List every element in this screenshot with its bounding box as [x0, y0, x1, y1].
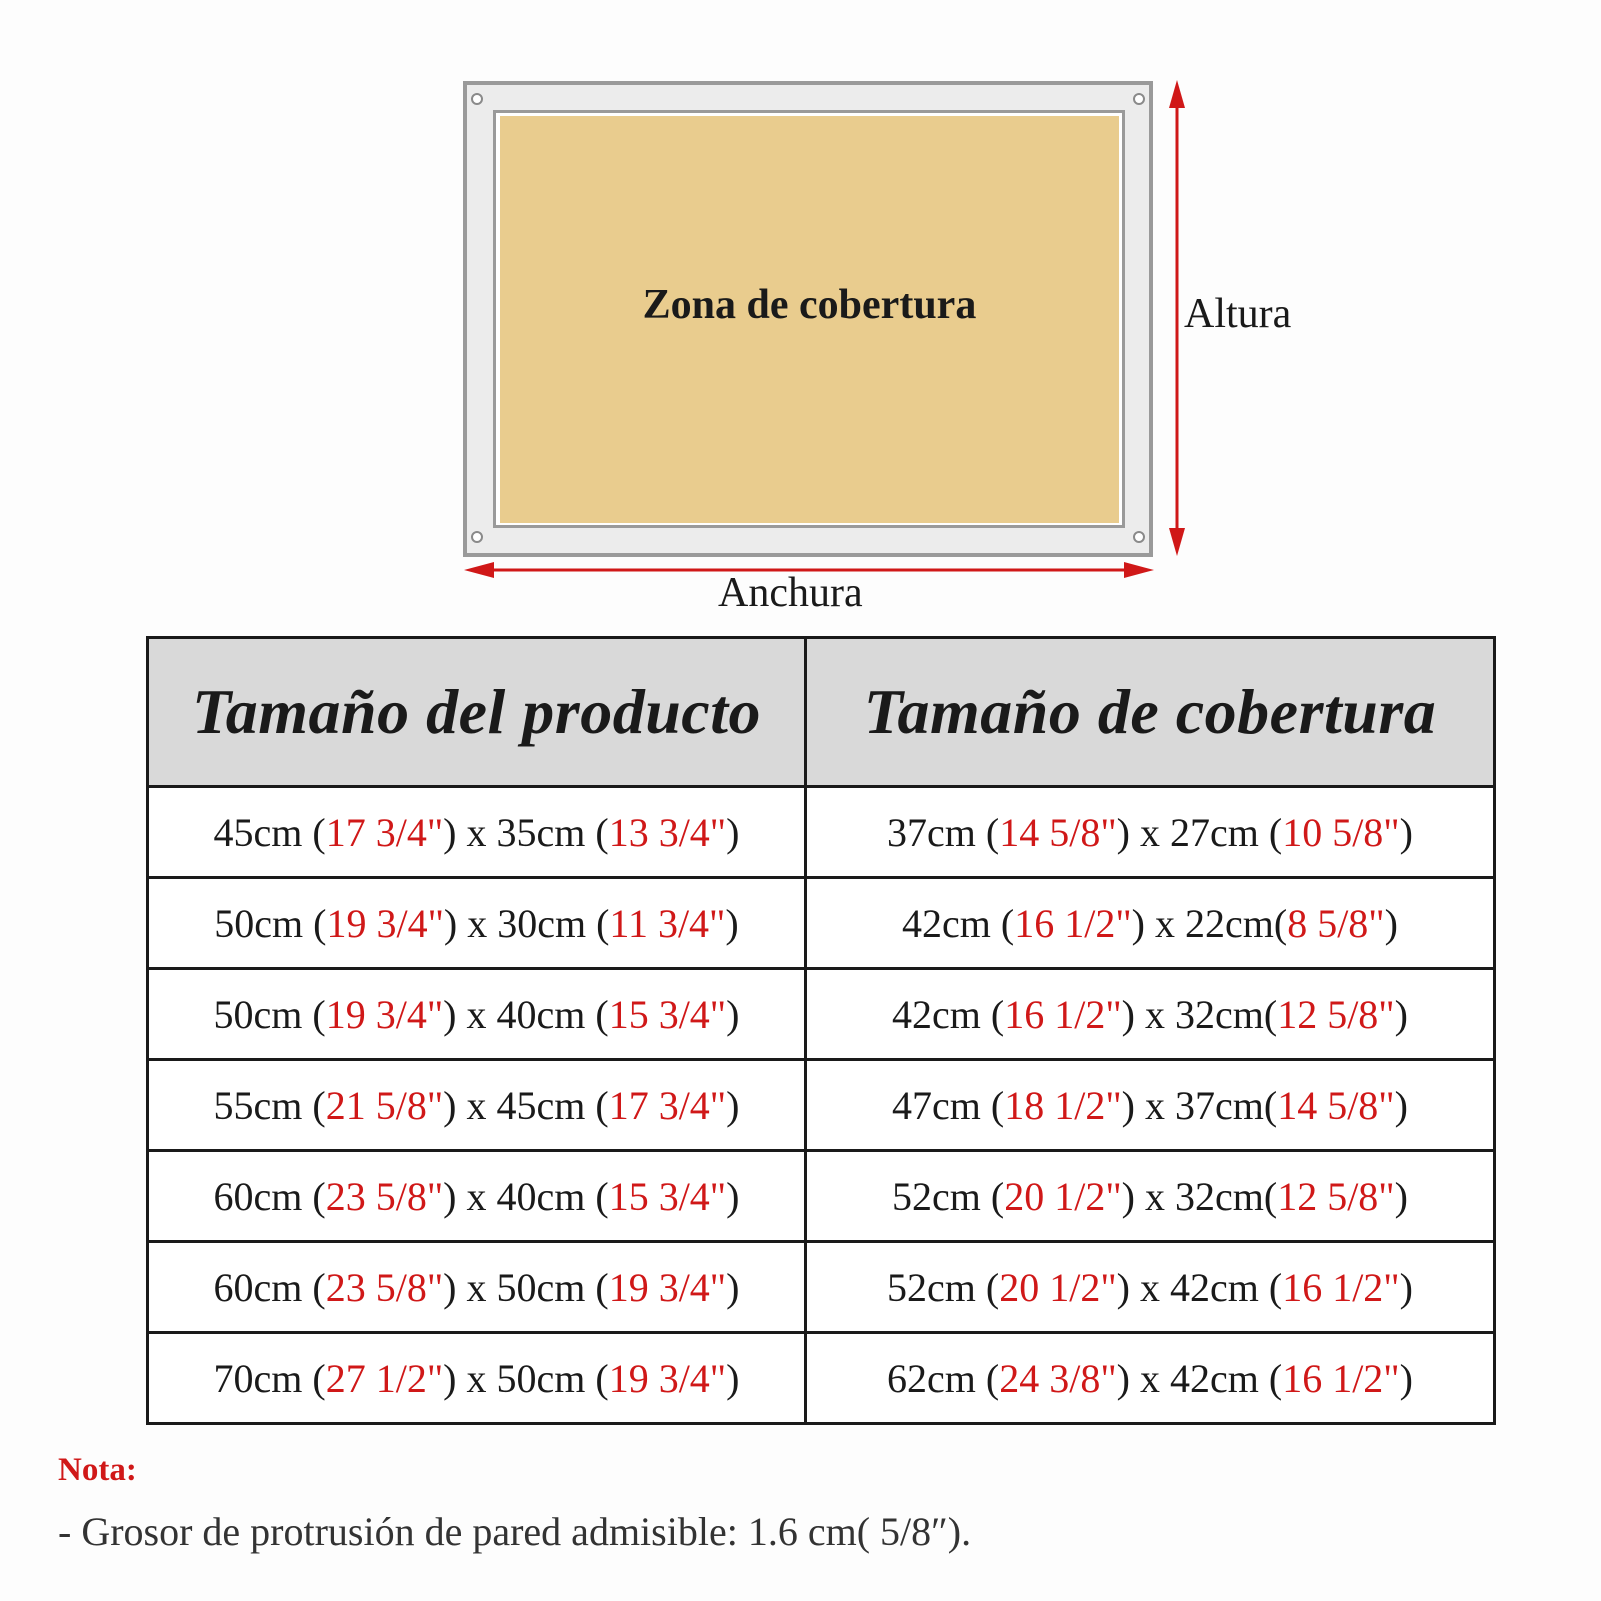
product-size-cell [148, 1242, 806, 1333]
coverage-size-cell [806, 1060, 1495, 1151]
inch-value: 15 3/4" [608, 991, 727, 1037]
cm-value: 50cm ( [213, 991, 326, 1037]
cm-value: ) [1394, 1082, 1408, 1128]
coverage-zone-label: Zona de cobertura [642, 281, 977, 328]
inch-value: 16 1/2" [1004, 991, 1122, 1037]
cm-value: ) x 32cm( [1121, 1173, 1278, 1219]
cm-value: ) [1399, 1355, 1413, 1401]
product-size-cell [148, 878, 806, 969]
cm-value: ) x 42cm ( [1116, 1264, 1283, 1310]
coverage-size-cell [806, 1242, 1495, 1333]
cm-value: 52cm ( [892, 1173, 1005, 1219]
inch-value: 19 3/4" [608, 1355, 727, 1401]
note-text: - Grosor de protrusión de pared admisible: 1.6 cm( 5/8″). [58, 1509, 972, 1554]
inch-value: 19 3/4" [608, 1264, 727, 1310]
cm-value: ) x 45cm ( [443, 1082, 609, 1128]
inch-value: 19 3/4" [326, 900, 444, 946]
inch-value: 20 1/2" [999, 1264, 1117, 1310]
inch-value: 16 1/2" [1282, 1264, 1400, 1310]
cm-value: ) [726, 1173, 740, 1219]
table-row [148, 1060, 1495, 1151]
cm-value: 62cm ( [887, 1355, 1000, 1401]
cm-value: 42cm ( [902, 900, 1015, 946]
height-label: Altura [1184, 291, 1292, 337]
cm-value: ) [1394, 1173, 1408, 1219]
inch-value: 12 5/8" [1277, 1173, 1395, 1219]
cm-value: ) x 40cm ( [443, 1173, 609, 1219]
cm-value: 52cm ( [887, 1264, 1000, 1310]
coverage-size-cell [806, 969, 1495, 1060]
note-title: Nota: [58, 1452, 137, 1488]
cm-value: ) [726, 1264, 740, 1310]
cm-value: ) [726, 991, 740, 1037]
product-size-cell [148, 969, 806, 1060]
cm-value: ) x 50cm ( [443, 1355, 609, 1401]
cm-value: ) x 32cm( [1121, 991, 1278, 1037]
table-row [148, 1242, 1495, 1333]
inch-value: 14 5/8" [1277, 1082, 1395, 1128]
coverage-diagram [0, 0, 1601, 620]
cm-value: ) x 50cm ( [443, 1264, 609, 1310]
cm-value: ) x 40cm ( [443, 991, 609, 1037]
inch-value: 21 5/8" [325, 1082, 444, 1128]
inch-value: 16 1/2" [1282, 1355, 1400, 1401]
cm-value: ) [726, 809, 740, 855]
cm-value: 42cm ( [892, 991, 1005, 1037]
inch-value: 24 3/8" [999, 1355, 1117, 1401]
cm-value: ) x 30cm ( [443, 900, 610, 946]
cm-value: ) x 35cm ( [443, 809, 609, 855]
inch-value: 11 3/4" [609, 900, 726, 946]
table-header-row [148, 638, 1495, 787]
inch-value: 14 5/8" [999, 809, 1117, 855]
arrow-left-icon [464, 562, 494, 578]
inch-value: 12 5/8" [1277, 991, 1395, 1037]
cm-value: ) [1394, 991, 1408, 1037]
coverage-size-cell [806, 787, 1495, 878]
table-row [148, 969, 1495, 1060]
product-size-cell [148, 1060, 806, 1151]
arrow-down-icon [1169, 528, 1185, 556]
cm-value: 47cm ( [892, 1082, 1005, 1128]
header-coverage-size: Tamaño de cobertura [806, 638, 1495, 787]
inch-value: 19 3/4" [325, 991, 444, 1037]
inch-value: 17 3/4" [325, 809, 444, 855]
cm-value: ) [1399, 1264, 1413, 1310]
size-table [146, 636, 1496, 1425]
dimension-arrows [0, 0, 1601, 620]
cm-value: ) [1384, 900, 1398, 946]
cm-value: ) x 37cm( [1121, 1082, 1278, 1128]
cm-value: 45cm ( [213, 809, 326, 855]
inch-value: 10 5/8" [1282, 809, 1400, 855]
cm-value: 60cm ( [213, 1264, 326, 1310]
cm-value: ) x 42cm ( [1116, 1355, 1283, 1401]
inch-value: 23 5/8" [325, 1264, 444, 1310]
coverage-size-cell [806, 878, 1495, 969]
inch-value: 18 1/2" [1004, 1082, 1122, 1128]
table-row [148, 1333, 1495, 1424]
cm-value: ) [1399, 809, 1413, 855]
inch-value: 13 3/4" [608, 809, 727, 855]
inch-value: 20 1/2" [1004, 1173, 1122, 1219]
cm-value: ) x 22cm( [1131, 900, 1288, 946]
cm-value: 60cm ( [213, 1173, 326, 1219]
coverage-size-cell [806, 1333, 1495, 1424]
cm-value: ) [725, 900, 739, 946]
cm-value: 50cm ( [214, 900, 327, 946]
product-size-cell [148, 1333, 806, 1424]
inch-value: 23 5/8" [325, 1173, 444, 1219]
arrow-up-icon [1169, 80, 1185, 108]
table-row [148, 787, 1495, 878]
inch-value: 16 1/2" [1014, 900, 1132, 946]
inch-value: 15 3/4" [608, 1173, 727, 1219]
table-row [148, 878, 1495, 969]
cm-value: ) [726, 1355, 740, 1401]
inch-value: 27 1/2" [325, 1355, 444, 1401]
inch-value: 17 3/4" [608, 1082, 727, 1128]
inch-value: 8 5/8" [1287, 900, 1385, 946]
cm-value: 70cm ( [213, 1355, 326, 1401]
cm-value: 55cm ( [213, 1082, 326, 1128]
cm-value: 37cm ( [887, 809, 1000, 855]
cm-value: ) [726, 1082, 740, 1128]
arrow-right-icon [1124, 562, 1154, 578]
header-product-size: Tamaño del producto [148, 638, 806, 787]
width-label: Anchura [718, 570, 863, 616]
product-size-cell [148, 787, 806, 878]
product-size-cell [148, 1151, 806, 1242]
table-row [148, 1151, 1495, 1242]
coverage-size-cell [806, 1151, 1495, 1242]
cm-value: ) x 27cm ( [1116, 809, 1283, 855]
